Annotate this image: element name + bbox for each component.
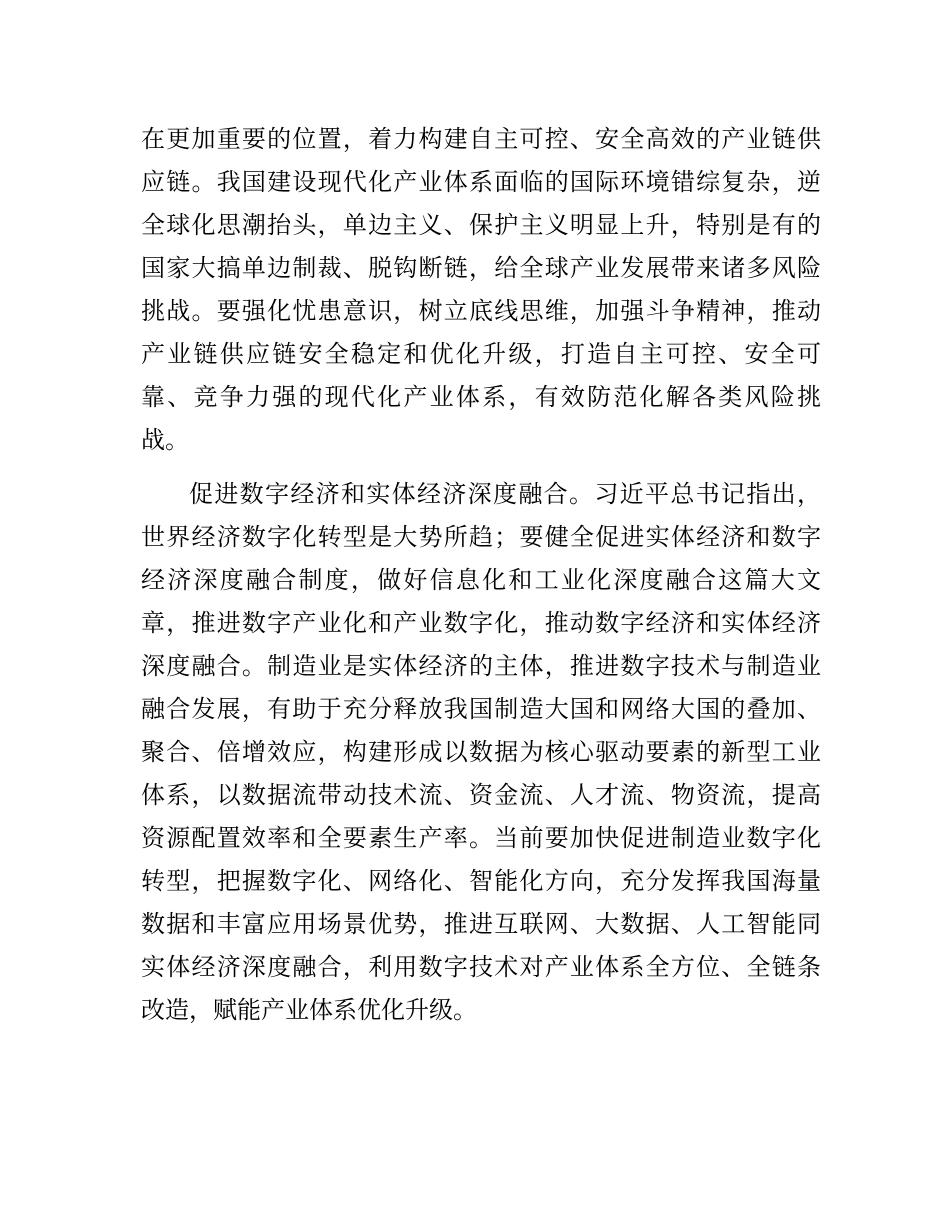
paragraph-line: 战。 — [141, 426, 189, 454]
paragraph-line: 全球化思潮抬头，单边主义、保护主义明显上升，特别是有的 — [141, 211, 821, 239]
paragraph-line: 国家大搞单边制裁、脱钩断链，给全球产业发展带来诸多风险 — [141, 254, 821, 282]
paragraph-line: 融合发展，有助于充分释放我国制造大国和网络大国的叠加、 — [141, 695, 821, 723]
paragraph-line: 资源配置效率和全要素生产率。当前要加快促进制造业数字化 — [141, 824, 821, 852]
paragraph-line: 靠、竞争力强的现代化产业体系，有效防范化解各类风险挑 — [141, 383, 821, 411]
paragraph-line: 体系，以数据流带动技术流、资金流、人才流、物资流，提高 — [141, 781, 821, 809]
paragraph-line: 在更加重要的位置，着力构建自主可控、安全高效的产业链供 — [141, 125, 821, 153]
paragraph-line: 经济深度融合制度，做好信息化和工业化深度融合这篇大文 — [141, 566, 821, 594]
paragraph-line: 章，推进数字产业化和产业数字化，推动数字经济和实体经济 — [141, 609, 821, 637]
paragraph-digital-economy-integration — [141, 473, 821, 1032]
paragraph-line: 改造，赋能产业体系优化升级。 — [141, 996, 477, 1024]
paragraph-line: 应链。我国建设现代化产业体系面临的国际环境错综复杂，逆 — [141, 168, 821, 196]
paragraph-heading-line: 促进数字经济和实体经济深度融合。习近平总书记指出， — [189, 480, 821, 508]
paragraph-line: 实体经济深度融合，利用数字技术对产业体系全方位、全链条 — [141, 953, 821, 981]
paragraph-line: 转型，把握数字化、网络化、智能化方向，充分发挥我国海量 — [141, 867, 821, 895]
paragraph-line: 产业链供应链安全稳定和优化升级，打造自主可控、安全可 — [141, 340, 821, 368]
paragraph-line: 挑战。要强化忧患意识，树立底线思维，加强斗争精神，推动 — [141, 297, 821, 325]
paragraph-line: 聚合、倍增效应，构建形成以数据为核心驱动要素的新型工业 — [141, 738, 821, 766]
paragraph-line: 深度融合。制造业是实体经济的主体，推进数字技术与制造业 — [141, 652, 821, 680]
paragraph-line: 数据和丰富应用场景优势，推进互联网、大数据、人工智能同 — [141, 910, 821, 938]
paragraph-line: 世界经济数字化转型是大势所趋；要健全促进实体经济和数字 — [141, 523, 821, 551]
paragraph-industrial-chain-security — [141, 118, 821, 462]
